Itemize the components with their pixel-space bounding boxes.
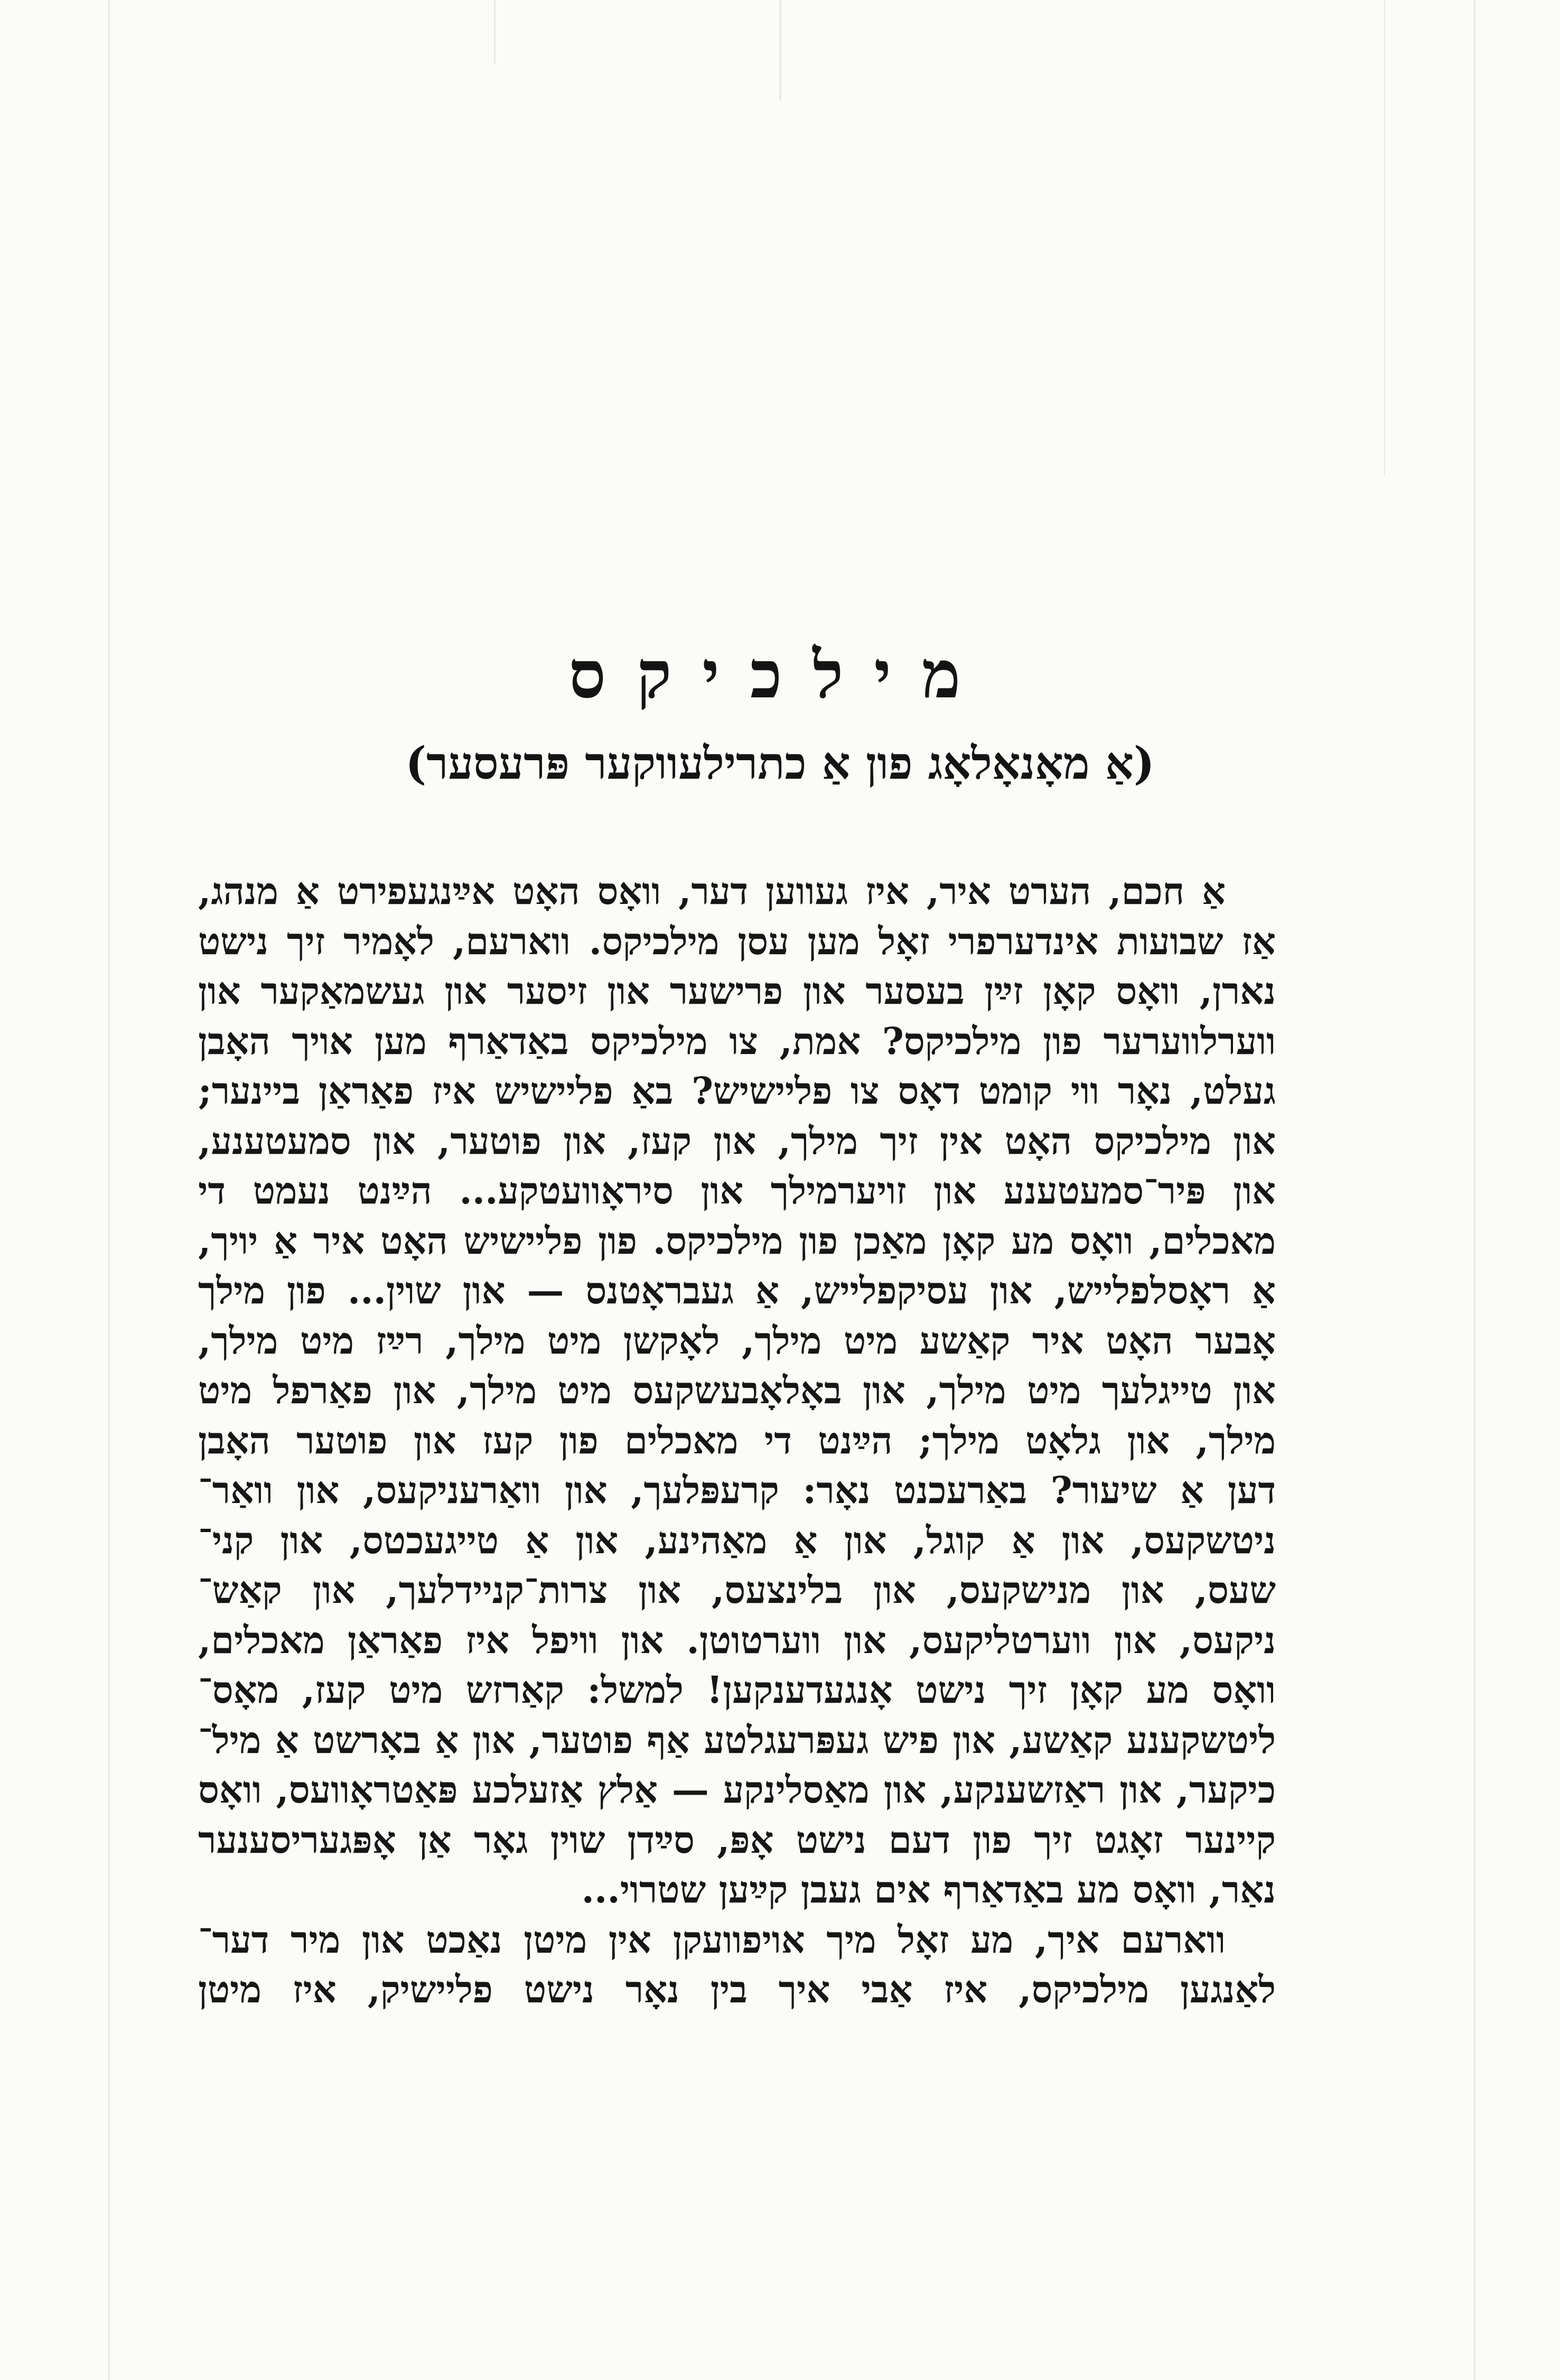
text-line: מילך, און גלאָט מילך; הײַנט די מאכלים פון קעז און פוטער האָבן [198,1418,1276,1462]
text-line: ניקעס, און ווערטליקעס, און ווערטוטן. און וויפל איז פאַראַן מאכלים, [198,1618,1276,1662]
text-line: און פּיר־סמעטענע און זויערמילך און סיראָוועטקע... הײַנט נעמט די [198,1169,1276,1212]
text-line: ליטשקענע קאַשע, און פיש געפּרעגלטע אַף פוטער, און אַ באָרשט אַ מיל־ [198,1718,1276,1762]
text-line: ניטשקעס, און אַ קוגל, און אַ מאַהינע, און אַ טייגעכטס, און קני־ [198,1518,1276,1562]
text-line: נארן, וואָס קאָן זײַן בעסער און פרישער און זיסער און געשמאַקער און [198,969,1276,1013]
scan-streak [494,0,496,63]
text-line: געלט, נאָר ווי קומט דאָס צו פליישיש? באַ פליישיש איז פאַראַן ביינער; [198,1069,1276,1113]
text-line: לאַנגען מילכיקס, איז אַבי איך בין נאָר נישט פליישיק, איז מיטן [198,1967,1276,2011]
scan-streak [779,0,781,100]
text-line: נאַר, וואָס מע באַדאַרף אים געבן קײַען שטרוי... [581,1868,1276,1911]
text-line: און טייגלעך מיט מילך, און באָלאָבעשקעס מיט מילך, און פאַרפל מיט [198,1368,1276,1412]
scan-streak [1474,0,1475,2380]
text-line: דען אַ שיעור? באַרעכנט נאָר: קרעפּלעך, און וואַרעניקעס, און וואַר־ [198,1468,1276,1512]
text-line: מאכלים, וואָס מע קאָן מאַכן פון מילכיקס. פון פליישיש האָט איר אַ יויך, [198,1218,1276,1263]
text-line: וואָס מע קאָן זיך נישט אָנגעדענקען! למשל: קאַרזש מיט קעז, מאָס־ [198,1668,1276,1712]
text-line: אָבער האָט איר קאַשע מיט מילך, לאָקשן מיט מילך, רײַז מיט מילך, [198,1318,1276,1362]
text-line: ווארעם איך, מע זאָל מיך אויפוועקן אין מיטן נאַכט און מיר דער־ [198,1917,1226,1962]
text-line: כיקער, און ראַזשענקע, און מאַסלינקע — אַלץ אַזעלכע פּאַטראָוועס, וואָס [198,1768,1276,1812]
scan-streak [108,0,110,2380]
text-line: אַ ראָסלפלייש, און עסיקפלייש, אַ געבראָטנס — און שוין... פון מילך [198,1268,1276,1312]
page-subtitle: (אַ מאָנאָלאָג פון אַ כתרילעווקער פּרעסער) [405,737,1155,789]
text-line: קיינער זאָגט זיך פון דעם נישט אָפּ, סײַדן שוין גאָר אַן אָפּגעריסענער [198,1817,1276,1862]
page-title: מילכיקס [568,637,992,713]
paragraph [198,866,1276,1915]
text-line: און מילכיקס האָט אין זיך מילך, און קעז, און פוטער, און סמעטענע, [198,1118,1276,1163]
text-line: אַז שבועות אינדערפרי זאָל מען עסן מילכיקס. ווארעם, לאָמיר זיך נישט [198,919,1276,963]
body-text [198,866,1276,2015]
text-line: שעס, און מנישקעס, און בלינצעס, און צרות־קניידלעך, און קאַש־ [198,1568,1276,1612]
text-line: ווערלווערער פון מילכיקס? אמת, צו מילכיקס באַדאַרף מען אויך האָבן [198,1019,1276,1063]
text-line: אַ חכם, הערט איר, איז געווען דער, וואָס האָט אײַנגעפירט אַ מנהג, [198,869,1226,913]
scan-streak [1384,0,1385,475]
paragraph [198,1915,1276,2015]
